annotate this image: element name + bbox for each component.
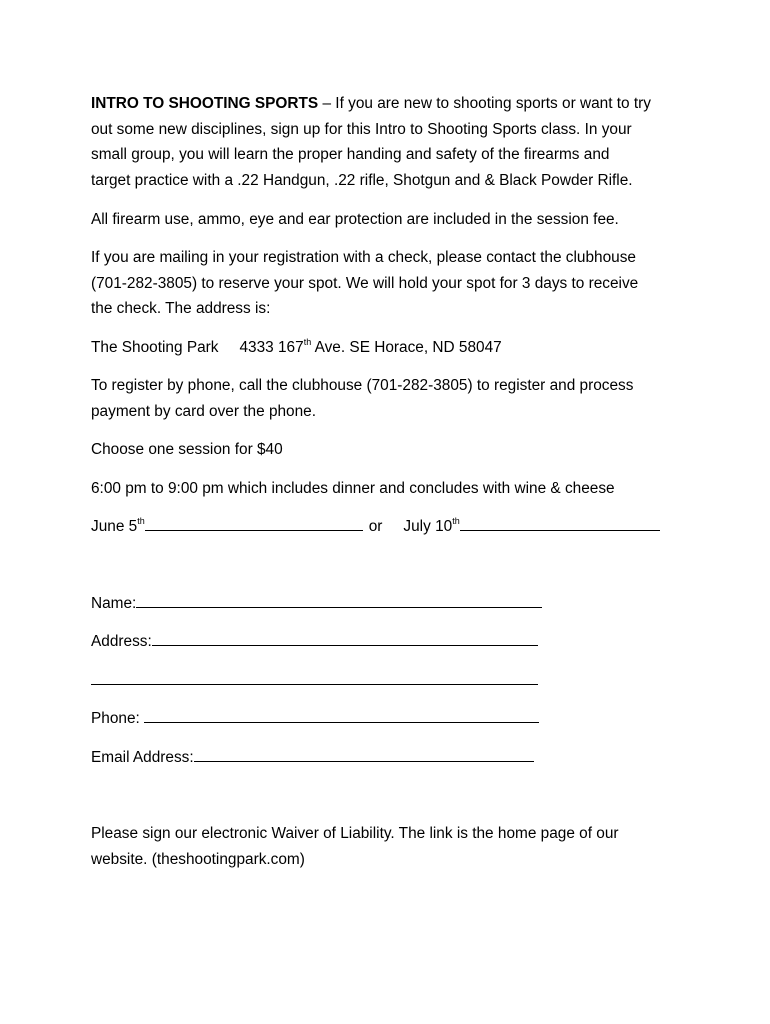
- waiver-line-2: website. (theshootingpark.com): [91, 851, 305, 868]
- june-signup-blank[interactable]: [145, 515, 363, 531]
- session-dates: [91, 514, 660, 540]
- email-row: [91, 745, 534, 771]
- date-july: July 10: [403, 518, 453, 535]
- address-name: The Shooting Park: [91, 339, 219, 356]
- email-label: Email Address:: [91, 749, 194, 766]
- july-signup-blank[interactable]: [460, 515, 660, 531]
- phone-register-line-1: To register by phone, call the clubhouse (701-282-3805) to register and process: [91, 377, 634, 394]
- name-row: [91, 591, 542, 617]
- intro-heading: INTRO TO SHOOTING SPORTS: [91, 95, 319, 112]
- date-june-sup: th: [137, 515, 145, 526]
- session-choose: Choose one session for $40: [91, 441, 283, 458]
- address-field-line-2[interactable]: [91, 669, 538, 685]
- mailing-line-3: the check. The address is:: [91, 300, 271, 317]
- phone-field[interactable]: [144, 707, 539, 723]
- or-text: or: [368, 518, 383, 535]
- address-rest: Ave. SE Horace, ND 58047: [311, 339, 502, 356]
- intro-line-1: [91, 91, 651, 117]
- address-number: 4333 167: [239, 339, 304, 356]
- phone-label: Phone:: [91, 710, 145, 727]
- phone-row: [91, 706, 539, 732]
- intro-text-1: If you are new to shooting sports or want to try: [335, 95, 651, 112]
- mailing-line-2: (701-282-3805) to reserve your spot. We will hold your spot for 3 days to receive: [91, 275, 639, 292]
- included-text: All firearm use, ammo, eye and ear protection are included in the session fee.: [91, 211, 619, 228]
- session-time: 6:00 pm to 9:00 pm which includes dinner and concludes with wine & cheese: [91, 480, 615, 497]
- date-june: June 5: [91, 518, 138, 535]
- mailing-address: [91, 335, 502, 361]
- intro-dash: –: [318, 95, 336, 112]
- address-label: Address:: [91, 633, 152, 650]
- address-sup: th: [303, 336, 312, 347]
- intro-line-3: small group, you will learn the proper handing and safety of the firearms and: [91, 146, 610, 163]
- address-row-2: [91, 668, 538, 694]
- address-field[interactable]: [152, 630, 538, 646]
- waiver-line-1: Please sign our electronic Waiver of Liability. The link is the home page of our: [91, 825, 619, 842]
- address-row: [91, 629, 538, 655]
- mailing-line-1: If you are mailing in your registration with a check, please contact the clubhouse: [91, 249, 636, 266]
- name-field[interactable]: [136, 592, 542, 608]
- phone-register-line-2: payment by card over the phone.: [91, 403, 317, 420]
- intro-line-4: target practice with a .22 Handgun, .22 rifle, Shotgun and & Black Powder Rifle.: [91, 172, 633, 189]
- email-field[interactable]: [194, 746, 534, 762]
- name-label: Name:: [91, 595, 137, 612]
- intro-line-2: out some new disciplines, sign up for this Intro to Shooting Sports class. In your: [91, 121, 632, 138]
- date-july-sup: th: [452, 515, 460, 526]
